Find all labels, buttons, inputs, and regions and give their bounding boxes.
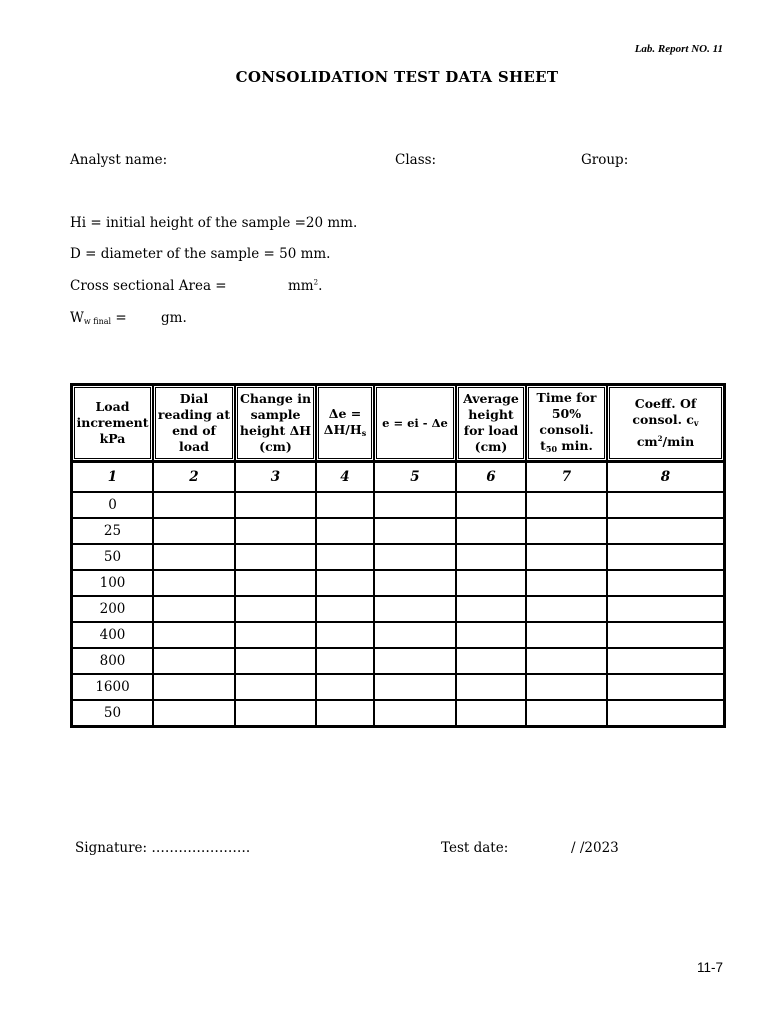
empty-entry-cell[interactable] bbox=[316, 622, 374, 648]
table-row bbox=[72, 544, 724, 570]
empty-entry-cell[interactable] bbox=[153, 492, 235, 518]
load-value-cell: 200 bbox=[72, 596, 153, 622]
column-number: 8 bbox=[607, 461, 724, 492]
header-change-in-height: Change in sample height ΔH (cm) bbox=[235, 385, 316, 461]
empty-entry-cell[interactable] bbox=[526, 570, 607, 596]
empty-entry-cell[interactable] bbox=[526, 648, 607, 674]
analyst-name-label: Analyst name: bbox=[70, 152, 168, 168]
empty-entry-cell[interactable] bbox=[526, 674, 607, 700]
table-row bbox=[72, 596, 724, 622]
empty-entry-cell[interactable] bbox=[607, 492, 724, 518]
empty-entry-cell[interactable] bbox=[316, 570, 374, 596]
empty-entry-cell[interactable] bbox=[374, 648, 456, 674]
empty-entry-cell[interactable] bbox=[607, 648, 724, 674]
empty-entry-cell[interactable] bbox=[456, 674, 526, 700]
signature-line: …………………. bbox=[151, 840, 251, 856]
table-header-row bbox=[72, 385, 724, 461]
empty-entry-cell[interactable] bbox=[607, 622, 724, 648]
table-row bbox=[72, 492, 724, 518]
empty-entry-cell[interactable] bbox=[235, 492, 316, 518]
empty-entry-cell[interactable] bbox=[456, 648, 526, 674]
final-water-weight-label: $W_{w final}$ = bbox=[70, 310, 127, 326]
empty-entry-cell[interactable] bbox=[153, 570, 235, 596]
empty-entry-cell[interactable] bbox=[153, 544, 235, 570]
empty-entry-cell[interactable] bbox=[153, 518, 235, 544]
empty-entry-cell[interactable] bbox=[607, 674, 724, 700]
area-unit: $mm^2$. bbox=[288, 278, 323, 294]
empty-entry-cell[interactable] bbox=[153, 700, 235, 726]
empty-entry-cell[interactable] bbox=[526, 700, 607, 726]
signature-label: Signature: bbox=[75, 840, 148, 856]
page-number: 11-7 bbox=[696, 960, 723, 975]
initial-height-text: Hi = initial height of the sample =20 mm. bbox=[70, 215, 358, 231]
column-number: 2 bbox=[153, 461, 235, 492]
empty-entry-cell[interactable] bbox=[235, 596, 316, 622]
empty-entry-cell[interactable] bbox=[526, 544, 607, 570]
test-date-value: / /2023 bbox=[571, 840, 619, 856]
empty-entry-cell[interactable] bbox=[316, 492, 374, 518]
empty-entry-cell[interactable] bbox=[456, 544, 526, 570]
column-number: 3 bbox=[235, 461, 316, 492]
empty-entry-cell[interactable] bbox=[153, 674, 235, 700]
diameter-text: D = diameter of the sample = 50 mm. bbox=[70, 246, 331, 262]
empty-entry-cell[interactable] bbox=[526, 622, 607, 648]
load-value-cell: 400 bbox=[72, 622, 153, 648]
empty-entry-cell[interactable] bbox=[607, 518, 724, 544]
empty-entry-cell[interactable] bbox=[153, 622, 235, 648]
final-water-weight-unit: gm. bbox=[161, 310, 187, 326]
area-label: Cross sectional Area = bbox=[70, 278, 227, 294]
empty-entry-cell[interactable] bbox=[316, 544, 374, 570]
column-number: 4 bbox=[316, 461, 374, 492]
empty-entry-cell[interactable] bbox=[456, 492, 526, 518]
empty-entry-cell[interactable] bbox=[235, 622, 316, 648]
empty-entry-cell[interactable] bbox=[153, 648, 235, 674]
empty-entry-cell[interactable] bbox=[607, 596, 724, 622]
table-row bbox=[72, 648, 724, 674]
table-row bbox=[72, 518, 724, 544]
empty-entry-cell[interactable] bbox=[607, 700, 724, 726]
column-number-row bbox=[72, 461, 724, 492]
header-time-50: Time for 50% consoli. $t_{50}$ min. bbox=[526, 385, 607, 461]
column-number: 7 bbox=[526, 461, 607, 492]
empty-entry-cell[interactable] bbox=[456, 596, 526, 622]
empty-entry-cell[interactable] bbox=[316, 518, 374, 544]
page-title: CONSOLIDATION TEST DATA SHEET bbox=[235, 68, 559, 86]
table-row bbox=[72, 622, 724, 648]
column-number: 6 bbox=[456, 461, 526, 492]
empty-entry-cell[interactable] bbox=[456, 700, 526, 726]
load-value-cell: 1600 bbox=[72, 674, 153, 700]
load-value-cell: 100 bbox=[72, 570, 153, 596]
test-date-label: Test date: bbox=[441, 840, 509, 856]
empty-entry-cell[interactable] bbox=[316, 596, 374, 622]
empty-entry-cell[interactable] bbox=[235, 570, 316, 596]
empty-entry-cell[interactable] bbox=[607, 544, 724, 570]
empty-entry-cell[interactable] bbox=[456, 570, 526, 596]
empty-entry-cell[interactable] bbox=[153, 596, 235, 622]
empty-entry-cell[interactable] bbox=[526, 492, 607, 518]
empty-entry-cell[interactable] bbox=[316, 674, 374, 700]
empty-entry-cell[interactable] bbox=[374, 492, 456, 518]
empty-entry-cell[interactable] bbox=[526, 518, 607, 544]
empty-entry-cell[interactable] bbox=[235, 518, 316, 544]
header-dial-reading: Dial reading at end of load bbox=[153, 385, 235, 461]
empty-entry-cell[interactable] bbox=[374, 518, 456, 544]
empty-entry-cell[interactable] bbox=[607, 570, 724, 596]
empty-entry-cell[interactable] bbox=[456, 622, 526, 648]
load-value-cell: 25 bbox=[72, 518, 153, 544]
empty-entry-cell[interactable] bbox=[235, 700, 316, 726]
header-coeff-consolidation: Coeff. Of consol. $c_v$ $cm^2/\min$ bbox=[607, 385, 724, 461]
load-value-cell: 50 bbox=[72, 700, 153, 726]
load-value-cell: 800 bbox=[72, 648, 153, 674]
group-label: Group: bbox=[581, 152, 629, 168]
table-row bbox=[72, 700, 724, 726]
load-value-cell: 50 bbox=[72, 544, 153, 570]
empty-entry-cell[interactable] bbox=[374, 596, 456, 622]
header-void-ratio: e = ei - Δe bbox=[374, 385, 456, 461]
column-number: 5 bbox=[374, 461, 456, 492]
empty-entry-cell[interactable] bbox=[374, 700, 456, 726]
empty-entry-cell[interactable] bbox=[374, 544, 456, 570]
consolidation-data-table bbox=[70, 383, 726, 728]
report-number: Lab. Report NO. 11 bbox=[634, 43, 723, 55]
empty-entry-cell[interactable] bbox=[456, 518, 526, 544]
empty-entry-cell[interactable] bbox=[235, 674, 316, 700]
column-number: 1 bbox=[72, 461, 153, 492]
empty-entry-cell[interactable] bbox=[235, 648, 316, 674]
empty-entry-cell[interactable] bbox=[374, 570, 456, 596]
header-delta-e: Δe = $\Delta H/H_s$ bbox=[316, 385, 374, 461]
empty-entry-cell[interactable] bbox=[235, 544, 316, 570]
load-value-cell: 0 bbox=[72, 492, 153, 518]
table-row bbox=[72, 570, 724, 596]
empty-entry-cell[interactable] bbox=[316, 700, 374, 726]
table-row bbox=[72, 674, 724, 700]
header-load-increment: Load increment kPa bbox=[72, 385, 153, 461]
empty-entry-cell[interactable] bbox=[316, 648, 374, 674]
empty-entry-cell[interactable] bbox=[374, 674, 456, 700]
empty-entry-cell[interactable] bbox=[374, 622, 456, 648]
signature-field bbox=[75, 840, 250, 856]
empty-entry-cell[interactable] bbox=[526, 596, 607, 622]
header-average-height: Average height for load (cm) bbox=[456, 385, 526, 461]
class-label: Class: bbox=[395, 152, 437, 168]
